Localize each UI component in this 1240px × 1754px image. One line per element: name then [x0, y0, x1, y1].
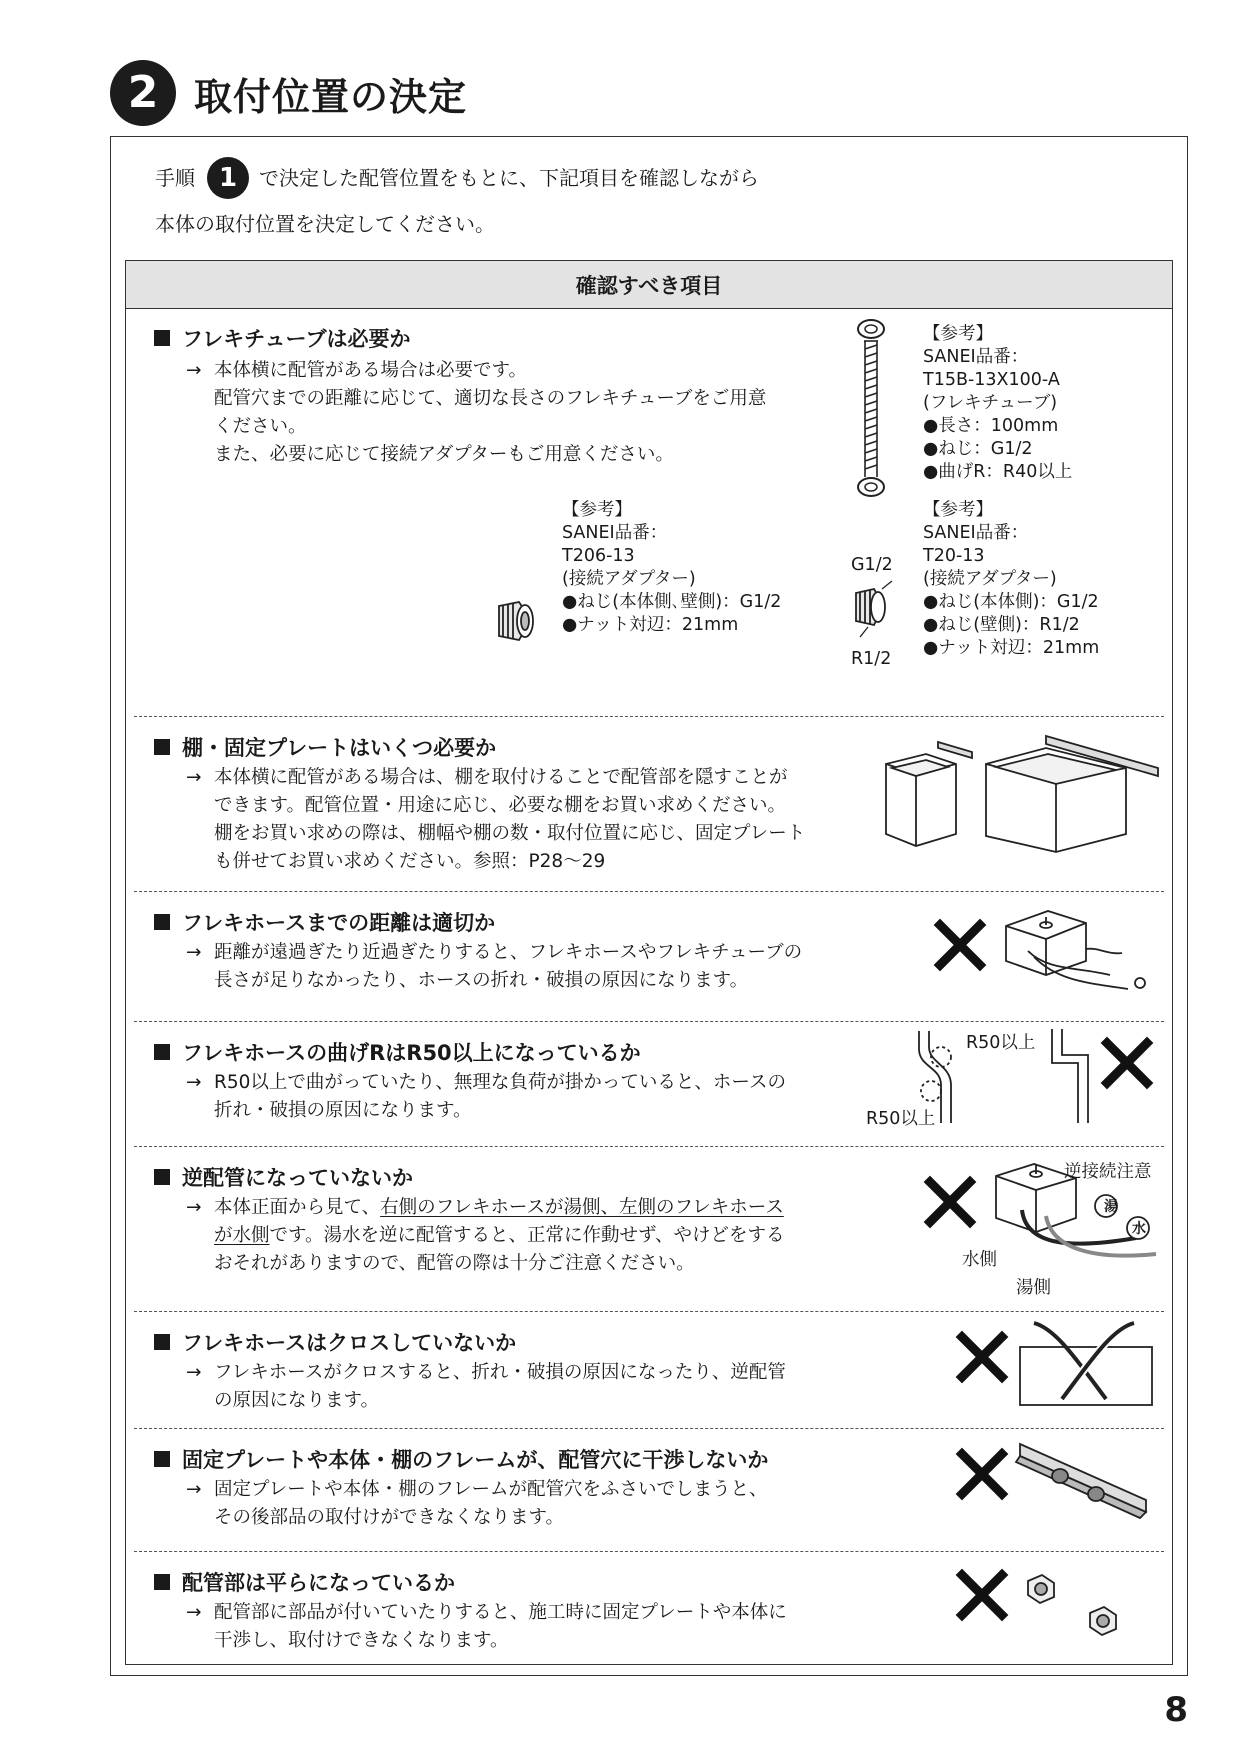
section-title: 配管部は平らになっているか — [154, 1567, 455, 1597]
cross-mark-icon — [956, 1331, 1008, 1383]
section-title: フレキチューブは必要か — [154, 323, 410, 353]
section-title: フレキホースはクロスしていないか — [154, 1327, 516, 1357]
section-divider — [134, 1146, 1164, 1147]
water-mark: 水 — [1132, 1221, 1146, 1237]
label-water-side: 水側 — [962, 1250, 997, 1270]
section-divider — [134, 1311, 1164, 1312]
section-body: → フレキホースがクロスすると、折れ・破損の原因になったり、逆配管 の原因になります。 — [186, 1359, 786, 1415]
square-bullet-icon — [154, 1169, 170, 1185]
checklist-header: 確認すべき項目 — [126, 261, 1172, 309]
square-bullet-icon — [154, 1044, 170, 1060]
checklist-box — [125, 260, 1173, 1665]
cross-mark-icon — [956, 1448, 1008, 1500]
section-body: → R50以上で曲がっていたり、無理な負荷が掛かっていると、ホースの 折れ・破損の原因になります。 — [186, 1069, 786, 1125]
page-title: 取付位置の決定 — [194, 74, 468, 119]
intro-text — [155, 155, 759, 247]
section-divider — [134, 1021, 1164, 1022]
reference-adapter-t20: 【参考】 SANEI品番： T20-13 (接続アダプター) ●ねじ(本体側)：G1/2 ●ねじ(壁側)：R1/2 ●ナット対辺：21mm — [923, 500, 1100, 658]
arrow-icon: → — [186, 1479, 202, 1500]
arrow-icon: → — [186, 1602, 202, 1623]
bend-ng-illustration — [1046, 1027, 1094, 1127]
heading-number-badge: 2 — [110, 60, 176, 126]
flex-tube-illustration — [851, 319, 891, 499]
nut-illustration — [1016, 1565, 1156, 1655]
section-title: 逆配管になっていないか — [154, 1162, 413, 1192]
section-heading — [110, 58, 467, 128]
section-body: → 本体横に配管がある場合は、棚を取付けることで配管部を隠すことが できます。配管位置・用途に応じ、必要な棚をお買い求めください。 棚をお買い求めの際は、棚幅や棚の数・取付位置に応じ、固定プレート も併せてお買い求めください。参照：P28～29 — [186, 764, 805, 876]
crossed-hose-illustration — [1016, 1319, 1156, 1409]
reference-flex-tube: 【参考】 SANEI品番： T15B-13X100-A (フレキチューブ) ●長さ：100mm ●ねじ：G1/2 ●曲げR：R40以上 — [923, 324, 1073, 482]
square-bullet-icon — [154, 1451, 170, 1467]
arrow-icon: → — [186, 1362, 202, 1383]
square-bullet-icon — [154, 1574, 170, 1590]
arrow-icon: → — [186, 1197, 202, 1218]
section-body: → 距離が遠過ぎたり近過ぎたりすると、フレキホースやフレキチューブの 長さが足りなかったり、ホースの折れ・破損の原因になります。 — [186, 939, 802, 995]
plate-interference-illustration — [1016, 1438, 1156, 1528]
square-bullet-icon — [154, 739, 170, 755]
section-body: → 固定プレートや本体・棚のフレームが配管穴をふさいでしまうと、 その後部品の取付けができなくなります。 — [186, 1476, 768, 1532]
label-r50-top: R50以上 — [966, 1033, 1036, 1053]
section-divider — [134, 716, 1164, 717]
square-bullet-icon — [154, 330, 170, 346]
reference-adapter-t206: 【参考】 SANEI品番： T206-13 (接続アダプター) ●ねじ(本体側､壁側)：G1/2 ●ナット対辺：21mm — [562, 500, 782, 635]
intro-prefix: 手順 — [155, 166, 195, 190]
section-body: → 配管部に部品が付いていたりすると、施工時に固定プレートや本体に 干渉し、取付けできなくなります。 — [186, 1599, 787, 1655]
cross-mark-icon — [956, 1569, 1008, 1621]
section-body: → 本体正面から見て、右側のフレキホースが湯側、左側のフレキホース が水側です。湯水を逆に配管すると、正常に作動せず、やけどをする おそれがありますので、配管の際は十分ご注意ください。 — [186, 1194, 785, 1278]
section-divider — [134, 1428, 1164, 1429]
label-hot-side: 湯側 — [1016, 1278, 1051, 1298]
cross-mark-icon — [934, 919, 986, 971]
intro-line2: 本体の取付位置を決定してください。 — [155, 212, 495, 236]
section-title: 棚・固定プレートはいくつ必要か — [154, 732, 496, 762]
page-number: 8 — [1164, 1690, 1188, 1730]
section-divider — [134, 1551, 1164, 1552]
arrow-icon: → — [186, 360, 202, 381]
hot-mark: 湯 — [1104, 1199, 1118, 1215]
adapter-t20-illustration — [846, 579, 902, 643]
label-reverse-caution: 逆接続注意 — [1064, 1162, 1152, 1182]
square-bullet-icon — [154, 914, 170, 930]
label-r50-bottom: R50以上 — [866, 1109, 936, 1129]
section-title: 固定プレートや本体・棚のフレームが、配管穴に干渉しないか — [154, 1444, 768, 1474]
square-bullet-icon — [154, 1334, 170, 1350]
distance-illustration — [998, 901, 1158, 1006]
section-divider — [134, 891, 1164, 892]
section-title: フレキホースの曲げRはR50以上になっているか — [154, 1037, 641, 1067]
cross-mark-icon — [924, 1176, 976, 1228]
step-number-badge: 1 — [207, 157, 249, 199]
cross-mark-icon — [1101, 1037, 1153, 1089]
label-r12: R1/2 — [851, 649, 892, 669]
arrow-icon: → — [186, 767, 202, 788]
adapter-t206-illustration — [491, 596, 541, 646]
shelf-illustration — [876, 734, 1166, 864]
arrow-icon: → — [186, 1072, 202, 1093]
section-body: → 本体横に配管がある場合は必要です。 配管穴までの距離に応じて、適切な長さのフレキチューブをご用意 ください。 また、必要に応じて接続アダプターもご用意ください。 — [186, 357, 766, 469]
label-g12: G1/2 — [851, 555, 893, 575]
section-title: フレキホースまでの距離は適切か — [154, 907, 495, 937]
arrow-icon: → — [186, 942, 202, 963]
intro-line1: で決定した配管位置をもとに、下記項目を確認しながら — [259, 166, 759, 190]
